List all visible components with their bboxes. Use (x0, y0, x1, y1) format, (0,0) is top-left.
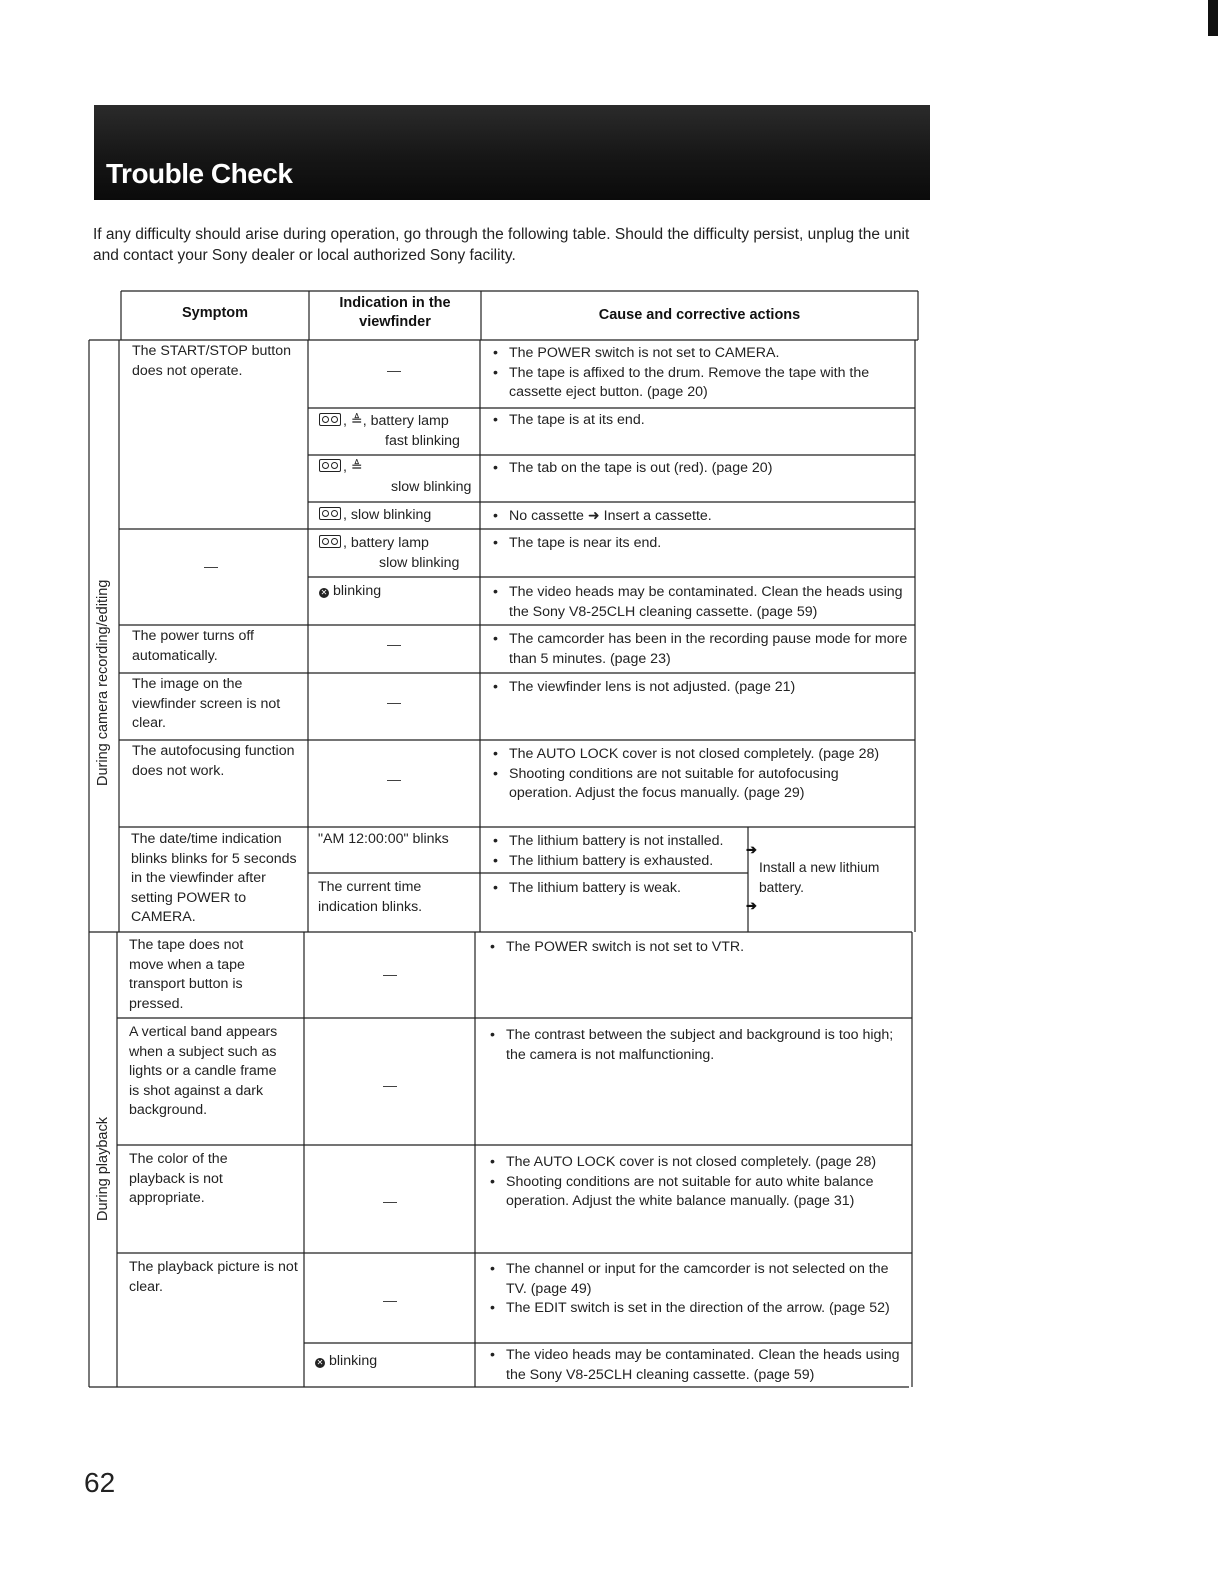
intro-paragraph: If any difficulty should arise during operation, go through the following table. Should the difficulty persist, unplug the unit and contact your Sony dealer or local authorized Sony facility. (93, 226, 910, 264)
cassette-icon (319, 459, 341, 472)
section-label-camera: During camera recording/editing (95, 579, 111, 786)
page-number: 62 (84, 1467, 116, 1498)
cause-playback-picture: • The channel or input for the camcorder is not selected on the TV. (page 49) • The EDIT switch is set in the direction of the arrow. (page 52) (486, 1260, 896, 1319)
symptom-image-viewfinder: The image on the viewfinder screen is not clear. (132, 676, 281, 731)
cassette-icon (319, 413, 341, 426)
indication-current-time: The current time indication blinks. (318, 879, 423, 915)
symptom-start-stop: The START/STOP button does not operate. (132, 343, 292, 379)
video-head-icon: ✕ (316, 1358, 324, 1367)
symptom-autofocus: The autofocusing function does not work. (132, 743, 295, 779)
cause-vf-lens: • The viewfinder lens is not adjusted. (page 21) (489, 678, 909, 698)
indication-dash-2: — (387, 636, 401, 652)
header-indication: Indication in the viewfinder (339, 295, 451, 330)
cause-heads-1: • The video heads may be contaminated. Clean the heads using the Sony V8-25CLH cleaning cassette. (page 59) (489, 583, 909, 622)
right-arrow-icon: ➔ (746, 842, 757, 857)
page-title: Trouble Check (106, 158, 293, 189)
indication-am-blinks: "AM 12:00:00" blinks (318, 831, 449, 847)
symptom-power-off: The power turns off automatically. (132, 628, 254, 664)
indication-head-blinking: ✕ blinking (320, 583, 382, 599)
indication-dash-7: — (383, 1193, 397, 1209)
indication-dash-1: — (387, 362, 401, 378)
section-label-playback: During playback (95, 1117, 111, 1221)
indication-dash-5: — (383, 966, 397, 982)
indication-dash-8: — (383, 1292, 397, 1308)
symptom-vertical-band: A vertical band appears when a subject such as lights or a candle frame is shot against a dark background. (129, 1024, 278, 1118)
indication-dash-4: — (387, 771, 401, 787)
symptom-datetime: The date/time indication blinks blinks for 5 seconds in the viewfinder after setting POWER to CAMERA. (131, 831, 297, 925)
cause-no-cassette: • No cassette ➜ Insert a cassette. (489, 507, 909, 527)
video-head-icon: ✕ (320, 588, 328, 597)
header-cause: Cause and corrective actions (598, 307, 801, 323)
cause-lithium-1: • The lithium battery is not installed. • The lithium battery is exhausted. (489, 832, 749, 871)
cause-pause-mode: • The camcorder has been in the recording pause mode for more than 5 minutes. (page 23) (489, 630, 909, 669)
cause-heads-2: • The video heads may be contaminated. Clean the heads using the Sony V8-25CLH cleaning cassette. (page 59) (486, 1346, 906, 1385)
indication-cassette-slow: , slow blinking (319, 506, 479, 526)
symptom-color: The color of the playback is not appropriate. (129, 1151, 228, 1206)
header-symptom: Symptom (181, 305, 249, 321)
cassette-icon (319, 535, 341, 548)
cause-tab-out: • The tab on the tape is out (red). (page 20) (489, 459, 909, 479)
cause-start-stop: • The POWER switch is not set to CAMERA. • The tape is affixed to the drum. Remove the tape with the cassette eject button. (page 20) (489, 344, 909, 403)
indication-head-blinking-2: ✕ blinking (316, 1353, 378, 1369)
cause-install-lithium: Install a new lithium battery. (759, 860, 880, 895)
cause-near-end: • The tape is near its end. (489, 534, 909, 554)
cause-tape-end: • The tape is at its end. (489, 411, 909, 431)
cause-power-vtr: • The POWER switch is not set to VTR. (486, 938, 906, 958)
symptom-tape-move: The tape does not move when a tape transport button is pressed. (129, 937, 245, 1012)
indication-dash-3: — (387, 694, 401, 710)
symptom-playback-picture: The playback picture is not clear. (129, 1259, 298, 1295)
indication-cassette-eject: , ≜ slow blinking (319, 458, 479, 497)
symptom-dash: — (204, 558, 218, 574)
indication-cassette-battery-fast: , ≜, battery lamp fast blinking (319, 412, 479, 451)
cause-autofocus: • The AUTO LOCK cover is not closed completely. (page 28) • Shooting conditions are not suitable for autofocusing operation. Adjust the focus manually. (page 29) (489, 745, 889, 804)
cassette-icon (319, 507, 341, 520)
indication-dash-6: — (383, 1077, 397, 1093)
cause-color: • The AUTO LOCK cover is not closed completely. (page 28) • Shooting conditions are not suitable for auto white balance operation. Adjust the white balance manually. (page 31) (486, 1153, 886, 1212)
cause-lithium-weak: • The lithium battery is weak. (489, 879, 744, 899)
right-arrow-icon: ➔ (746, 898, 757, 913)
indication-cassette-battery-slow: , battery lamp slow blinking (319, 534, 479, 573)
cause-contrast: • The contrast between the subject and background is too high; the camera is not malfunctioning. (486, 1026, 906, 1065)
